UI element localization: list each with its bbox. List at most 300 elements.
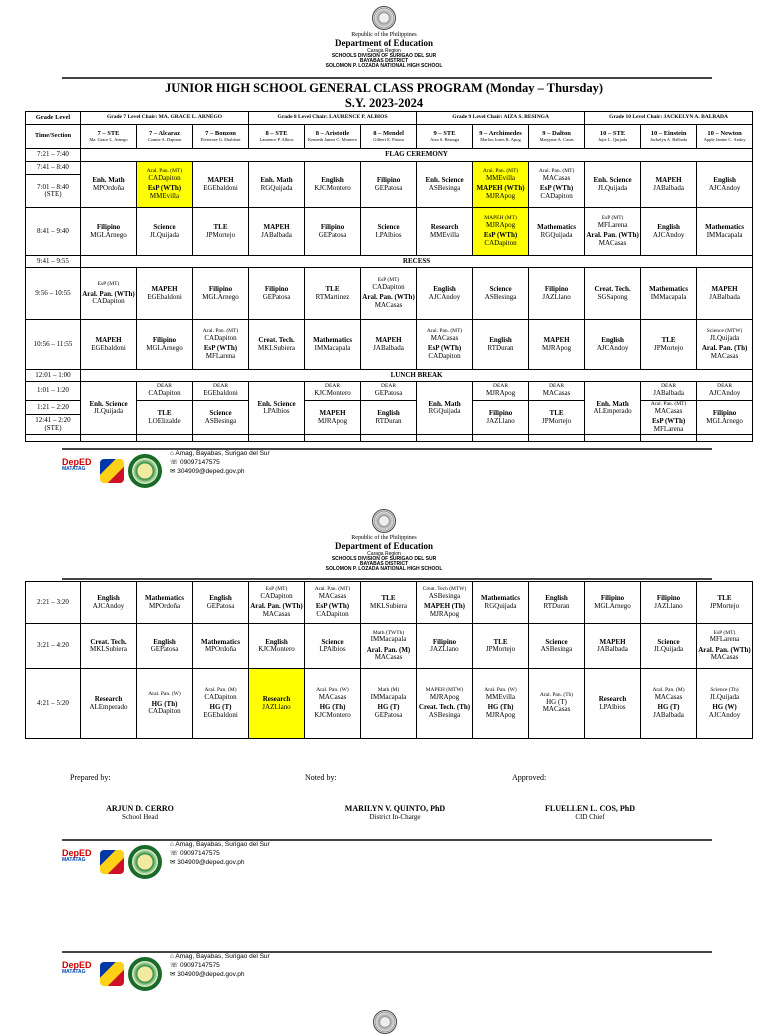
subject-text: EsP (MT) <box>713 629 736 636</box>
subject-text: TLE <box>213 223 228 232</box>
teacher-text: CADapiton <box>148 173 181 182</box>
subject-text: Mathematics <box>313 336 352 345</box>
grade9-chair: Grade 9 Level Chair: AIZA S. BESINGA <box>417 112 585 125</box>
section-adviser: Gilbert E. Patosa <box>373 136 404 142</box>
subject-text: DEAR <box>717 383 733 390</box>
schedule-cell <box>697 624 753 669</box>
teacher-text-2: CADapiton <box>484 238 517 247</box>
teacher-text: MACasas <box>318 692 347 701</box>
time-section-header: Time/Section <box>26 125 81 149</box>
subject-text: TLE <box>493 637 508 646</box>
teacher-text: MACasas <box>654 406 683 415</box>
teacher-text: JLQuijada <box>93 407 124 415</box>
teacher-text: AJCAndoy <box>652 230 685 239</box>
subject-text-2: MAPEH (WTh) <box>476 184 525 193</box>
department-text: Department of Education <box>335 541 433 551</box>
schedule-cell <box>641 208 697 256</box>
subject-text-2: HG (Th) <box>487 703 514 712</box>
schedule-cell <box>641 582 697 624</box>
footer-logos <box>62 454 162 488</box>
subject-text-2: HG (Th) <box>151 699 178 708</box>
time-cell: 2:21 – 3:20 <box>26 582 81 624</box>
schedule-cell <box>361 162 417 208</box>
schedule-cell <box>193 624 249 669</box>
grade8-chair: Grade 8 Level Chair: LAURENCE P. ALBIOS <box>249 112 417 125</box>
teacher-text-2: MACasas <box>710 653 739 662</box>
signatory-role: CID Chief <box>575 813 605 821</box>
schedule-cell <box>361 582 417 624</box>
subject-text: Aral. Pan. (Th) <box>539 692 574 699</box>
schedule-cell <box>249 208 305 256</box>
subject-text: Creat. Tech. <box>258 336 295 345</box>
teacher-text: RGQuijada <box>540 230 573 239</box>
schedule-cell <box>249 582 305 624</box>
schedule-cell <box>417 669 473 739</box>
subject-text: English <box>545 594 568 603</box>
teacher-text: RTDuran <box>375 416 402 425</box>
signatory-name: FLUELLEN L. COS, PhD <box>544 804 636 813</box>
teacher-text: JLQuijada <box>653 645 684 653</box>
teacher-text: JPMortejo <box>205 230 236 239</box>
time-cell: 4:21 – 5:20 <box>26 669 81 739</box>
schedule-cell <box>361 624 417 669</box>
subject-text: English <box>377 409 400 418</box>
teacher-text: RTDuran <box>487 343 514 352</box>
subject-text: Aral. Pan. (MT) <box>538 168 575 175</box>
teacher-text: AJCAndoy <box>708 389 741 398</box>
subject-text: English <box>601 336 624 345</box>
address-text: Amag, Bayabas, Surigao del Sur <box>175 953 270 960</box>
deped-logo-icon <box>62 961 96 987</box>
teacher-text: MMEvilla <box>429 230 460 239</box>
section-adviser: Jujie L. Quijada <box>598 136 628 142</box>
subject-text: Enh. Math <box>428 399 461 408</box>
teacher-text: JPMortejo <box>485 645 516 653</box>
schedule-cell <box>305 382 361 401</box>
signatory-role: School Head <box>122 813 158 821</box>
signatory-name: MARILYN V. QUINTO, PhD <box>344 804 446 813</box>
teacher-text: MACasas <box>542 389 571 398</box>
schedule-cell <box>305 162 361 208</box>
noted-by-label: Noted by: <box>305 773 337 782</box>
schedule-cell <box>417 268 473 320</box>
schedule-cell <box>585 208 641 256</box>
teacher-text: HG (T) <box>546 698 567 707</box>
schedule-cell <box>305 669 361 739</box>
teacher-text-2: MJRApog <box>429 609 460 618</box>
section-adviser: Apple Janine C. Andoy <box>703 136 746 142</box>
subject-text: TLE <box>549 409 564 418</box>
deped-seal-icon <box>372 509 396 533</box>
subject-text-2: HG (T) <box>377 703 400 712</box>
teacher-text-2: MACasas <box>262 609 291 618</box>
deped-logo-icon <box>62 849 96 875</box>
teacher-text: MGLArnego <box>146 343 183 352</box>
schedule-cell <box>529 669 585 739</box>
teacher-text-2: CADapiton <box>316 609 349 618</box>
teacher-text: MGLArnego <box>90 230 127 239</box>
schedule-cell <box>305 320 361 370</box>
schedule-cell <box>305 624 361 669</box>
schedule-cell <box>641 320 697 370</box>
schedule-cell <box>137 162 193 208</box>
subject-text: Science <box>377 223 400 232</box>
subject-text-2: Aral. Pan. (WTh) <box>586 231 639 240</box>
teacher-text: JLQuijada <box>710 333 740 342</box>
address-text: Amag, Bayabas, Surigao del Sur <box>175 841 270 848</box>
header-rule <box>62 578 712 580</box>
section-header-cell <box>473 125 529 149</box>
deped-logo-text: DepED <box>62 848 92 858</box>
teacher-text: AJCAndoy <box>596 343 629 352</box>
section-name: 9 – Dalton <box>542 129 571 137</box>
subject-text: MAPEH <box>95 336 122 345</box>
subject-text: Filipino <box>712 409 737 418</box>
contact-block <box>170 953 270 979</box>
teacher-text-2: CADapiton <box>428 351 461 360</box>
teacher-text: JABalbada <box>709 292 740 301</box>
teacher-text: LOElizalde <box>148 416 181 425</box>
schedule-cell <box>361 320 417 370</box>
schedule-cell <box>585 268 641 320</box>
phone-icon: ☏ <box>170 849 179 857</box>
schedule-cell <box>249 382 305 435</box>
subject-text: Filipino <box>96 223 121 232</box>
time-cell: 7:21 – 7:40 <box>26 149 81 162</box>
teacher-text-2: MFLarena <box>205 351 236 360</box>
teacher-text: KJCMontero <box>314 183 351 192</box>
teacher-text: LPAlbios <box>599 702 626 711</box>
subject-text-2: Aral. Pan. (WTh) <box>250 602 303 611</box>
teacher-text: GEPatosa <box>374 183 403 192</box>
schedule-cell <box>529 320 585 370</box>
teacher-text: MACasas <box>318 591 347 600</box>
teacher-text: JABalbada <box>373 343 404 352</box>
subject-text: Science <box>321 637 344 646</box>
email-text: 304909@deped.gov.ph <box>177 467 245 475</box>
subject-text: Science (MTW) <box>706 328 743 335</box>
teacher-text: ASBesinga <box>428 183 461 192</box>
section-name: 7 – STE <box>97 129 120 137</box>
subject-text: Filipino <box>208 285 233 294</box>
schedule-cell <box>305 208 361 256</box>
teacher-text: LPAlbios <box>263 407 290 415</box>
section-adviser: Ma. Grace L. Arnego <box>89 136 128 142</box>
phone-icon: ☏ <box>170 458 179 466</box>
deped-seal-icon <box>372 6 396 30</box>
subject-text: English <box>713 176 736 185</box>
section-adviser: Elvierose G. Ebaldoni <box>200 136 241 142</box>
subject-text: MAPEH <box>207 176 234 185</box>
subject-text: MAPEH <box>263 223 290 232</box>
schedule-cell <box>361 669 417 739</box>
section-name: 7 – Alcaraz <box>148 129 181 137</box>
teacher-text-2: MMEvilla <box>149 191 180 200</box>
teacher-text: LPAlbios <box>319 645 346 653</box>
section-header-cell <box>697 125 753 149</box>
subject-text: TLE <box>717 594 732 603</box>
subject-text: Filipino <box>544 285 569 294</box>
time-text: 7:01 – 8:40 <box>37 182 69 191</box>
schedule-cell <box>417 382 473 435</box>
subject-text: Filipino <box>488 409 513 418</box>
teacher-text: IMMacapala <box>370 635 407 644</box>
teacher-text-2: MACasas <box>710 351 739 360</box>
teacher-text: IMMacapala <box>650 292 687 301</box>
teacher-text: MJRApog <box>317 416 348 425</box>
contact-block <box>170 841 270 867</box>
teacher-text: MFLarena <box>709 635 740 644</box>
home-icon: ⌂ <box>170 953 174 960</box>
teacher-text-2: MJRApog <box>485 710 516 719</box>
subject-text-2: EsP (WTh) <box>651 417 686 426</box>
prepared-by-label: Prepared by: <box>70 773 111 782</box>
deped-logo-text: DepED <box>62 960 92 970</box>
schedule-cell <box>641 401 697 435</box>
subject-text: Science <box>545 637 568 646</box>
schedule-cell <box>697 582 753 624</box>
subject-text: Aral. Pan. (MT) <box>202 328 239 335</box>
teacher-text: JLQuijada <box>597 183 628 192</box>
grade-level-header: Grade Level <box>26 112 81 125</box>
time-ste-text: (STE) <box>44 423 62 432</box>
schedule-cell <box>81 382 137 435</box>
teacher-text: MFLarena <box>597 220 628 229</box>
schedule-cell <box>137 320 193 370</box>
schedule-cell <box>81 268 137 320</box>
signatory-district <box>330 804 460 821</box>
email-text: 304909@deped.gov.ph <box>177 858 245 866</box>
teacher-text: GEPatosa <box>206 601 235 610</box>
school-year: S.Y. 2023-2024 <box>344 96 424 110</box>
section-adviser: Jackelyn A. Balbada <box>650 136 688 142</box>
schedule-cell <box>697 401 753 435</box>
schedule-cell <box>473 320 529 370</box>
schedule-cell <box>473 268 529 320</box>
subject-text: Aral. Pan. (W) <box>484 687 517 694</box>
teacher-text-2: ASBesinga <box>428 710 461 719</box>
signatory-school-head <box>90 804 190 821</box>
teacher-text: JLQuijada <box>149 230 180 239</box>
schedule-cell <box>585 162 641 208</box>
section-name: 7 – Bonzon <box>205 129 236 137</box>
schedule-cell <box>473 582 529 624</box>
teacher-text: ASBesinga <box>540 645 573 653</box>
subject-text: Math (M) <box>377 687 400 694</box>
footer-2 <box>62 841 462 881</box>
footer-3 <box>62 953 462 993</box>
subject-text: MAPEH (MTW) <box>425 687 464 694</box>
schedule-cell <box>529 208 585 256</box>
subject-text: Aral. Pan. (MT) <box>426 328 463 335</box>
teacher-text-2: MACasas <box>374 653 403 662</box>
subject-text: Enh. Science <box>257 399 296 408</box>
section-header-cell <box>305 125 361 149</box>
teacher-text: MKLSubiera <box>90 645 127 653</box>
subject-text: Mathematics <box>649 285 689 294</box>
teacher-text-2: CADapiton <box>540 191 573 200</box>
section-name: 8 – Aristotle <box>315 129 350 137</box>
schedule-cell <box>193 582 249 624</box>
subject-text: DEAR <box>493 383 509 390</box>
schedule-cell <box>585 624 641 669</box>
teacher-text: MJRApog <box>541 343 572 352</box>
teacher-text: MKLSubiera <box>258 343 295 352</box>
teacher-text: JAZLlano <box>542 292 571 301</box>
teacher-text: MACasas <box>654 692 683 701</box>
mail-icon: ✉ <box>170 467 176 475</box>
teacher-text: GEPatosa <box>318 230 347 239</box>
section-header-cell <box>361 125 417 149</box>
teacher-text-2: MACasas <box>598 238 627 247</box>
footer-logos <box>62 845 162 879</box>
schedule-cell <box>249 669 305 739</box>
schedule-cell <box>249 320 305 370</box>
school-seal-icon <box>128 845 162 879</box>
subject-text: Filipino <box>152 336 177 345</box>
teacher-text: MACasas <box>542 173 571 182</box>
teacher-text-2: AJCAndoy <box>708 710 741 719</box>
flag-ceremony-band: FLAG CEREMONY <box>81 149 753 162</box>
contact-block <box>170 450 270 476</box>
republic-text: Republic of the Philippines <box>351 535 417 541</box>
subject-text: Aral. Pan. (W) <box>148 690 181 697</box>
teacher-text: KJCMontero <box>258 645 295 653</box>
section-adviser: Laurence P. Albios <box>259 136 294 142</box>
schedule-cell <box>529 382 585 401</box>
footer-logos <box>62 957 162 991</box>
subject-text: Filipino <box>656 594 681 603</box>
schedule-cell <box>697 268 753 320</box>
section-header-cell <box>81 125 137 149</box>
schedule-cell <box>697 320 753 370</box>
phone-text: 09097147575 <box>179 458 220 466</box>
subject-text: Mathematics <box>201 637 240 646</box>
subject-text: Research <box>598 695 627 704</box>
schedule-cell <box>193 162 249 208</box>
subject-text: Aral. Pan. (MT) <box>314 586 351 593</box>
subject-text: MAPEH <box>375 336 402 345</box>
schedule-cell <box>473 162 529 208</box>
schedule-cell <box>193 208 249 256</box>
subject-text: Enh. Science <box>593 176 632 185</box>
subject-text: Creat. Tech (MTW) <box>422 586 467 593</box>
teacher-text-2: MACasas <box>542 705 571 714</box>
schedule-cell <box>249 268 305 320</box>
teacher-text: JAZLlano <box>430 645 459 653</box>
bagong-pilipinas-logo-icon <box>100 850 124 874</box>
home-icon: ⌂ <box>170 841 174 848</box>
teacher-text: IMMacapala <box>706 230 743 239</box>
schedule-table-1 <box>25 111 753 442</box>
subject-text: Enh. Science <box>425 176 464 185</box>
document-title: JUNIOR HIGH SCHOOL GENERAL CLASS PROGRAM (Monday – Thursday) <box>164 81 604 95</box>
schedule-cell <box>193 268 249 320</box>
section-adviser: Kenneth James C. Montero <box>307 136 358 142</box>
schedule-cell <box>697 382 753 401</box>
subject-text: English <box>433 285 456 294</box>
subject-text: Filipino <box>264 285 289 294</box>
deped-logo-icon <box>62 458 96 484</box>
subject-text: TLE <box>325 285 340 294</box>
time-cell: 1:21 – 2:20 <box>26 401 81 415</box>
teacher-text: IMMacapala <box>370 692 407 701</box>
signatory-cid <box>530 804 650 821</box>
deped-seal-icon <box>373 1010 397 1034</box>
subject-text: DEAR <box>549 383 565 390</box>
schedule-cell <box>417 320 473 370</box>
letterhead <box>284 509 484 572</box>
header-rule <box>62 77 712 79</box>
subject-text: Aral. Pan. (M) <box>652 687 685 694</box>
section-adviser: Maryjane A. Casas <box>539 136 574 142</box>
teacher-text: MPOrdoña <box>204 645 237 653</box>
teacher-text: GEPatosa <box>262 292 291 301</box>
school-seal-icon <box>128 454 162 488</box>
teacher-text-2: MJRApog <box>485 191 516 200</box>
subject-text: Aral. Pan. (M) <box>204 687 237 694</box>
signatory-name: ARJUN D. CERRO <box>106 804 174 813</box>
subject-text: MAPEH <box>711 285 738 294</box>
time-cell: 7:41 – 8:40 <box>26 162 81 175</box>
subject-text: Aral. Pan. (MT) <box>482 168 519 175</box>
section-header-cell <box>529 125 585 149</box>
schedule-cell <box>361 401 417 435</box>
section-name: 9 – STE <box>433 129 456 137</box>
schedule-cell <box>529 268 585 320</box>
school-seal-icon <box>128 957 162 991</box>
subject-text: DEAR <box>661 383 677 390</box>
subject-text-2: Aral. Pan. (Th) <box>701 344 748 353</box>
teacher-text-2: MACasas <box>374 300 403 309</box>
section-name: 10 – Newton <box>707 129 742 137</box>
teacher-text: IMMacapala <box>314 343 351 352</box>
region-text: Caraga Region <box>367 48 401 54</box>
time-cell <box>26 415 81 435</box>
time-cell <box>26 175 81 208</box>
subject-text: English <box>209 594 232 603</box>
time-cell: 9:56 – 10:55 <box>26 268 81 320</box>
subject-text: TLE <box>661 336 676 345</box>
teacher-text: JABalbada <box>261 230 292 239</box>
teacher-text: CADapiton <box>204 333 237 342</box>
matatag-text: MATATAG <box>62 857 86 863</box>
subject-text: Filipino <box>600 594 625 603</box>
schedule-cell <box>193 669 249 739</box>
subject-text: Filipino <box>432 637 457 646</box>
section-name: 10 – STE <box>599 129 626 137</box>
teacher-text: JPMortejo <box>709 601 740 610</box>
phone-text: 09097147575 <box>179 961 220 969</box>
teacher-text: MMEvilla <box>485 173 516 182</box>
approved-label: Approved: <box>512 773 547 782</box>
deped-logo-text: DepED <box>62 457 92 467</box>
subject-text: MAPEH <box>543 336 570 345</box>
teacher-text: JAZLlano <box>262 702 291 711</box>
subject-text-2: HG (W) <box>712 703 737 712</box>
teacher-text: AJCAndoy <box>708 183 741 192</box>
schedule-cell <box>81 162 137 208</box>
subject-text: Science <box>657 637 680 646</box>
teacher-text: SGSapong <box>597 292 628 301</box>
schedule-cell <box>361 208 417 256</box>
teacher-text: MACasas <box>430 333 459 342</box>
schedule-cell <box>473 624 529 669</box>
teacher-text: RGQuijada <box>484 601 517 610</box>
schedule-cell <box>641 382 697 401</box>
schedule-cell <box>81 208 137 256</box>
subject-text-2: EsP (WTh) <box>483 231 518 240</box>
